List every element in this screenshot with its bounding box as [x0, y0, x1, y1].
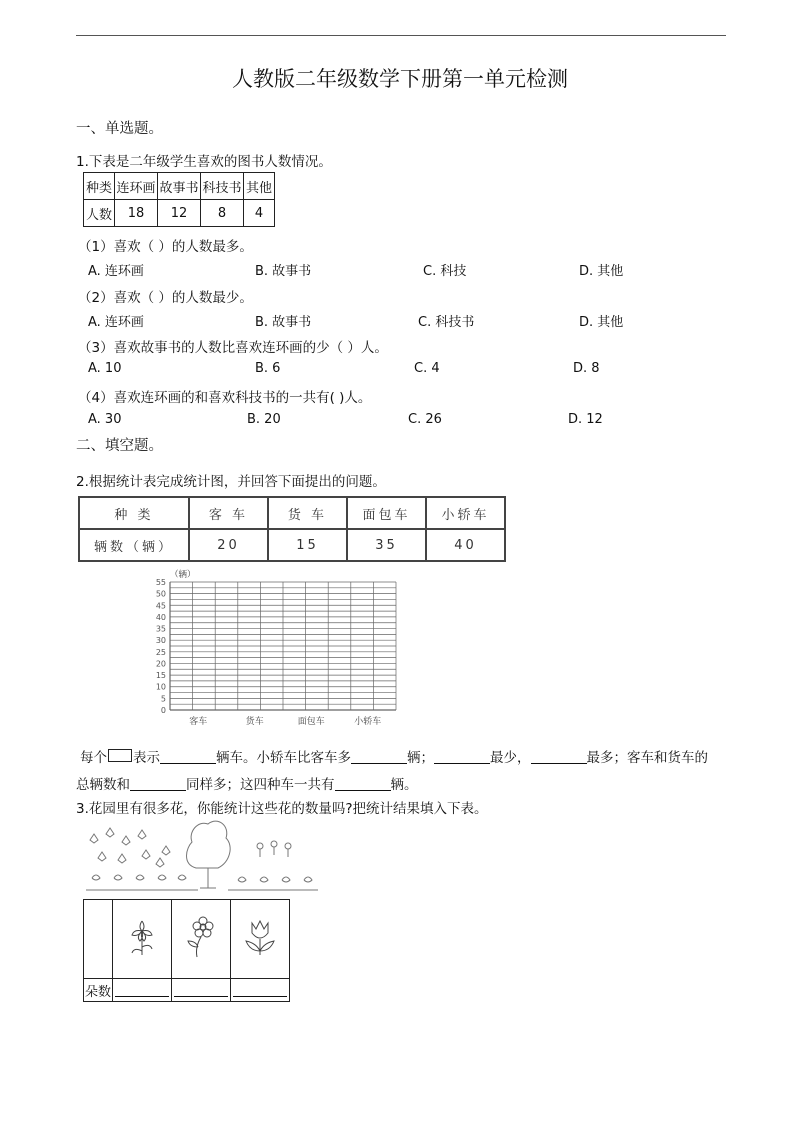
q1-cell: 连环画 — [115, 173, 158, 200]
q2-text: 同样多；这四种车一共有 — [186, 777, 335, 793]
q2-text: 辆车。小轿车比客车多 — [216, 750, 351, 766]
flower-a-icon — [122, 915, 162, 959]
q2-text: 每个 — [80, 750, 107, 766]
q2-cell: 货 车 — [268, 497, 347, 529]
flower-a-icon — [90, 828, 170, 867]
q3-row-label: 朵数 — [84, 979, 113, 1002]
q1-sub4-option-d[interactable]: D. 12 — [568, 412, 603, 427]
q2-text: 辆。 — [390, 777, 418, 793]
q2-cell: 面包车 — [347, 497, 426, 529]
q1-cell: 种类 — [84, 173, 115, 200]
tree-icon — [187, 821, 231, 888]
q1-sub4-option-a[interactable]: A. 30 — [88, 412, 122, 427]
tulip-icon — [238, 915, 282, 959]
page-title: 人教版二年级数学下册第一单元检测 — [232, 67, 568, 91]
chart-ylabel: （辆） — [170, 570, 196, 580]
q1-cell: 18 — [115, 200, 158, 227]
q1-cell: 12 — [158, 200, 201, 227]
q1-cell: 4 — [244, 200, 275, 227]
y-tick-label: 40 — [155, 612, 166, 622]
q3-table — [83, 899, 290, 1002]
q2-text: 最多；客车和货车的 — [586, 750, 708, 766]
y-tick-label: 30 — [155, 636, 166, 646]
x-category-label: 客车 — [189, 717, 208, 727]
section-2-heading: 二、填空题。 — [76, 438, 163, 454]
y-tick-label: 20 — [155, 659, 166, 669]
q2-cell: 种 类 — [79, 497, 189, 529]
unit-square-icon — [108, 749, 132, 762]
q1-sub1-option-a[interactable]: A. 连环画 — [88, 264, 144, 279]
q1-cell: 科技书 — [201, 173, 244, 200]
q2-text: 辆； — [407, 750, 434, 766]
q3-count-cell[interactable] — [113, 979, 172, 1002]
q1-sub1-option-c[interactable]: C. 科技 — [423, 264, 467, 279]
y-tick-label: 15 — [155, 671, 166, 681]
q2-answer-line-2 — [76, 773, 418, 793]
q2-text: 表示 — [133, 750, 160, 766]
q1-sub4-option-b[interactable]: B. 20 — [247, 412, 281, 427]
flower-b-icon — [181, 915, 221, 959]
q3-flower-b-cell — [172, 900, 231, 979]
q3-count-cell[interactable] — [172, 979, 231, 1002]
q1-sub2: （2）喜欢（ ）的人数最少。 — [78, 290, 253, 306]
q1-sub3-option-b[interactable]: B. 6 — [255, 361, 281, 376]
q3-stem: 3.花园里有很多花，你能统计这些花的数量吗?把统计结果填入下表。 — [76, 801, 488, 817]
q1-sub2-option-c[interactable]: C. 科技书 — [418, 315, 475, 330]
q1-cell: 故事书 — [158, 173, 201, 200]
q1-sub2-option-b[interactable]: B. 故事书 — [255, 315, 312, 330]
q1-table — [83, 172, 275, 227]
y-tick-label: 55 — [155, 578, 166, 587]
q2-cell: 20 — [189, 529, 268, 561]
y-tick-label: 50 — [155, 589, 166, 599]
q1-sub1: （1）喜欢（ ）的人数最多。 — [78, 239, 253, 255]
q1-sub3-option-a[interactable]: A. 10 — [88, 361, 122, 376]
y-tick-label: 45 — [155, 601, 166, 611]
q1-cell: 其他 — [244, 173, 275, 200]
y-tick-label: 25 — [155, 647, 166, 657]
answer-blank[interactable] — [130, 776, 186, 791]
answer-blank[interactable] — [160, 749, 216, 764]
q1-sub1-option-d[interactable]: D. 其他 — [579, 264, 624, 279]
q1-cell: 8 — [201, 200, 244, 227]
q2-answer-line-1 — [80, 746, 708, 766]
garden-illustration — [78, 812, 328, 898]
q2-cell: 客 车 — [189, 497, 268, 529]
q2-cell: 35 — [347, 529, 426, 561]
q1-sub2-option-a[interactable]: A. 连环画 — [88, 315, 144, 330]
answer-blank[interactable] — [434, 749, 490, 764]
q2-text: 最少， — [490, 750, 531, 766]
section-1-heading: 一、单选题。 — [76, 121, 163, 137]
q1-sub3: （3）喜欢故事书的人数比喜欢连环画的少（ ）人。 — [78, 340, 388, 356]
x-category-label: 货车 — [245, 717, 264, 727]
q3-corner-cell — [84, 900, 113, 979]
x-category-label: 面包车 — [297, 717, 325, 727]
q3-count-cell[interactable] — [231, 979, 290, 1002]
q2-cell: 40 — [426, 529, 505, 561]
bar-chart-blank — [140, 566, 420, 736]
y-tick-label: 0 — [160, 706, 166, 715]
q1-cell: 人数 — [84, 200, 115, 227]
q2-text: 总辆数和 — [76, 777, 130, 793]
q2-table — [78, 496, 506, 562]
q3-flower-a-cell — [113, 900, 172, 979]
q1-sub4-option-c[interactable]: C. 26 — [408, 412, 442, 427]
y-tick-label: 10 — [155, 682, 166, 692]
answer-blank[interactable] — [531, 749, 587, 764]
answer-blank[interactable] — [335, 776, 391, 791]
q1-sub4: （4）喜欢连环画的和喜欢科技书的一共有( )人。 — [78, 390, 372, 406]
q1-stem: 1.下表是二年级学生喜欢的图书人数情况。 — [76, 154, 332, 170]
q1-sub3-option-d[interactable]: D. 8 — [573, 361, 600, 376]
q3-tulip-cell — [231, 900, 290, 979]
y-tick-label: 35 — [155, 624, 166, 634]
y-tick-label: 5 — [160, 694, 166, 704]
q2-cell: 小轿车 — [426, 497, 505, 529]
answer-blank[interactable] — [351, 749, 407, 764]
x-category-label: 小轿车 — [354, 717, 382, 727]
q1-sub3-option-c[interactable]: C. 4 — [414, 361, 440, 376]
q1-sub1-option-b[interactable]: B. 故事书 — [255, 264, 312, 279]
q2-cell: 辆数（辆） — [79, 529, 189, 561]
q2-stem: 2.根据统计表完成统计图，并回答下面提出的问题。 — [76, 474, 386, 490]
top-rule — [76, 35, 726, 36]
q2-cell: 15 — [268, 529, 347, 561]
flower-b-icon — [257, 841, 291, 857]
q1-sub2-option-d[interactable]: D. 其他 — [579, 315, 624, 330]
